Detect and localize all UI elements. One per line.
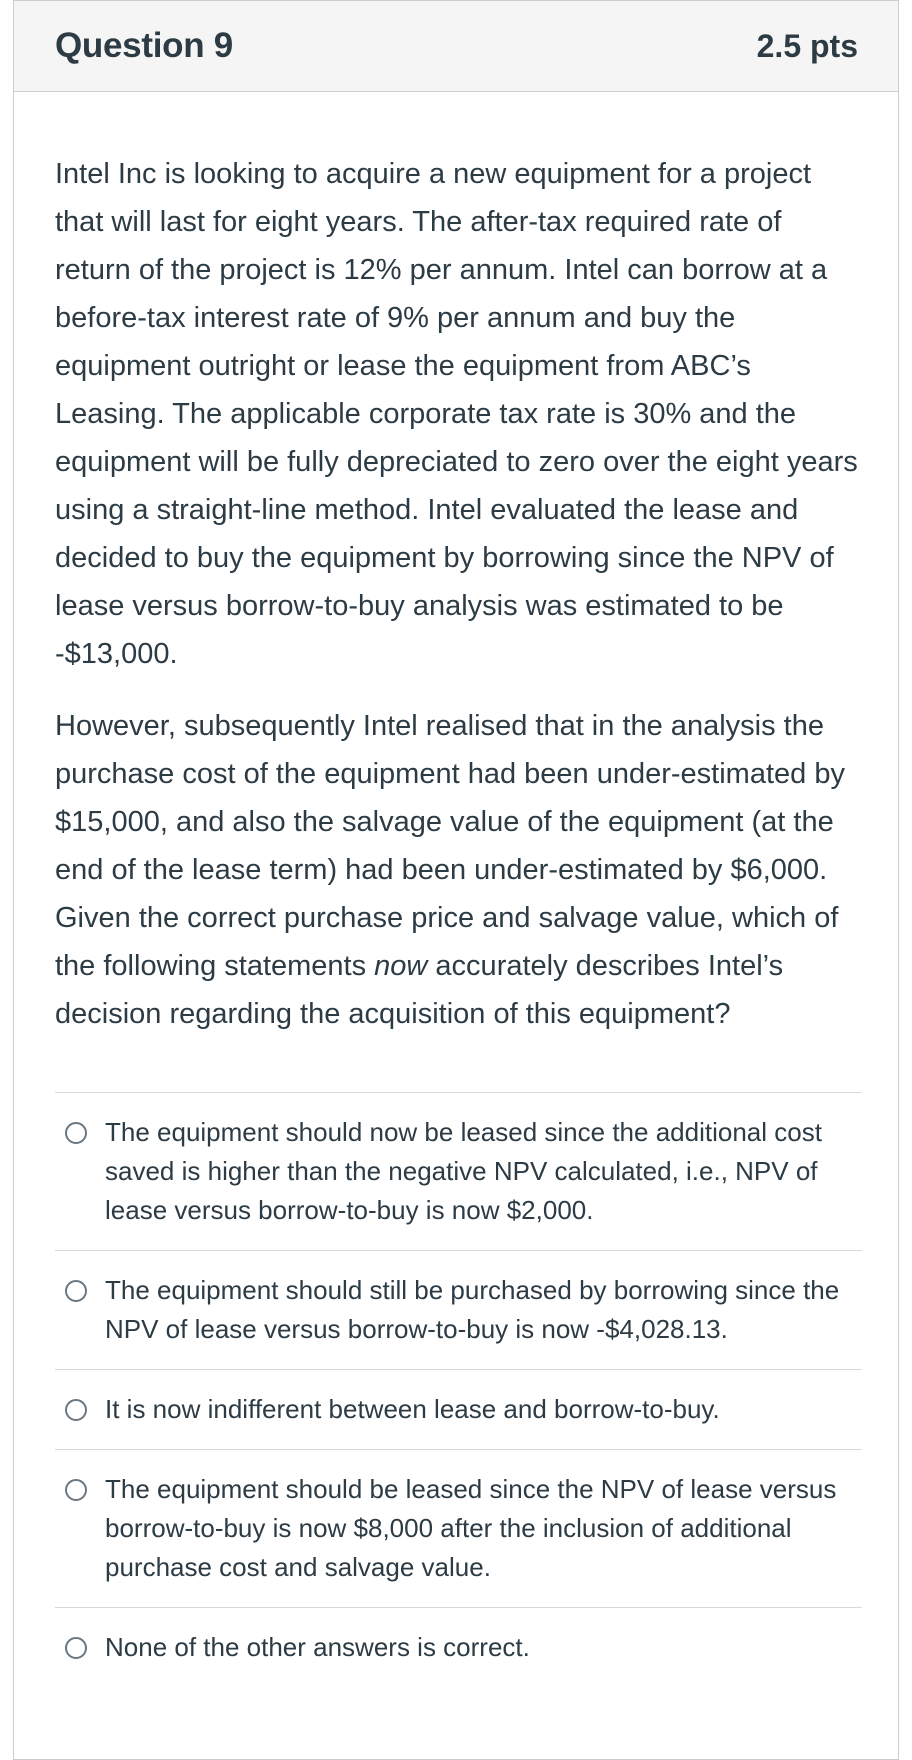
question-paragraph-2 (55, 702, 862, 1038)
question-title: Question 9 (55, 26, 233, 65)
answer-label[interactable]: The equipment should now be leased since the additional cost saved is higher than the negative NPV calculated, i.e., NPV of lease versus borrow-to-buy is now $2,000. (105, 1117, 822, 1225)
question-card (13, 0, 899, 1760)
answer-label[interactable]: It is now indifferent between lease and borrow-to-buy. (105, 1394, 720, 1424)
radio-button[interactable] (65, 1637, 87, 1659)
radio-button[interactable] (65, 1399, 87, 1421)
question-paragraph-1: Intel Inc is looking to acquire a new equipment for a project that will last for eight years. The after-tax required rate of return of the project is 12% per annum. Intel can borrow at a before-tax interest rate of 9% per annum and buy the equipment outright or lease the equipment from ABC’s Leasing. The applicable corporate tax rate is 30% and the equipment will be fully depreciated to zero over the eight years using a straight-line method. Intel evaluated the lease and decided to buy the equipment by borrowing since the NPV of lease versus borrow-to-buy analysis was estimated to be -$13,000. (55, 158, 858, 670)
answer-list (55, 1092, 862, 1687)
question-points: 2.5 pts (756, 27, 858, 64)
question-text (55, 150, 862, 1038)
answer-option-2[interactable] (55, 1251, 862, 1370)
radio-button[interactable] (65, 1280, 87, 1302)
radio-button[interactable] (65, 1479, 87, 1501)
radio-button[interactable] (65, 1122, 87, 1144)
answer-label[interactable]: The equipment should be leased since the NPV of lease versus borrow-to-buy is now $8,000 after the inclusion of additional purchase cost and salvage value. (105, 1474, 837, 1582)
answer-label[interactable]: None of the other answers is correct. (105, 1632, 530, 1662)
answer-option-3[interactable] (55, 1370, 862, 1450)
answer-label[interactable]: The equipment should still be purchased by borrowing since the NPV of lease versus borrow-to-buy is now -$4,028.13. (105, 1275, 840, 1344)
answer-option-5[interactable] (55, 1608, 862, 1687)
question-header (14, 0, 898, 92)
answer-option-1[interactable] (55, 1093, 862, 1251)
question-paragraph-2-start: However, subsequently Intel realised that in the analysis the purchase cost of the equipment had been under-estimated by $15,000, and also the salvage value of the equipment (at the end of the lease term) had been under-estimated by $6,000. Given the correct purchase price and salvage value, which of the following statements (55, 710, 845, 982)
answer-option-4[interactable] (55, 1450, 862, 1608)
question-paragraph-2-end: accurately describes Intel’s decision regarding the acquisition of this equipment? (55, 950, 784, 1030)
question-emphasis: now (374, 950, 428, 982)
question-body (14, 92, 898, 1687)
